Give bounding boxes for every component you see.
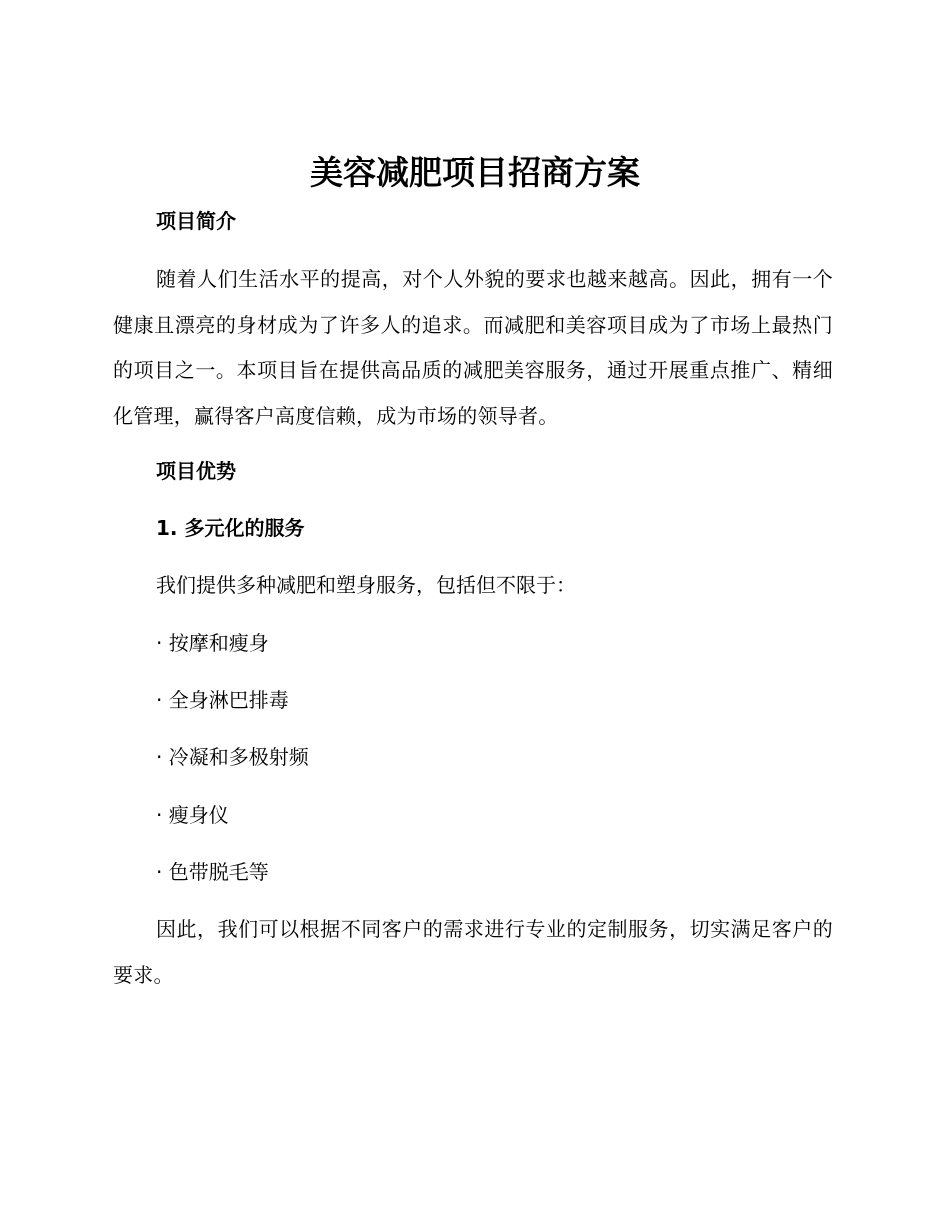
document-title: 美容减肥项目招商方案 [310, 153, 640, 192]
service-list-item: · 冷凝和多极射频 [156, 745, 309, 769]
intro-paragraph: 随着人们生活水平的提高，对个人外貌的要求也越来越高。因此，拥有一个健康且漂亮的身材成为了许多人的追求。而减肥和美容项目成为了市场上最热门的项目之一。本项目旨在提供高品质的减肥美容服务，通过开展重点推广、精细化管理，赢得客户高度信赖，成为市场的领导者。 [113, 267, 833, 428]
services-intro-text: 我们提供多种减肥和塑身服务，包括但不限于： [156, 573, 576, 597]
service-list-item: · 色带脱毛等 [156, 860, 269, 884]
section-heading-intro: 项目简介 [156, 209, 236, 233]
closing-paragraph: 因此，我们可以根据不同客户的需求进行专业的定制服务，切实满足客户的要求。 [113, 917, 833, 987]
section-heading-advantages: 项目优势 [156, 459, 236, 483]
service-list-item: · 按摩和瘦身 [156, 631, 269, 655]
service-list-item: · 瘦身仪 [156, 803, 229, 827]
service-list-item: · 全身淋巴排毒 [156, 688, 289, 712]
sub-heading-diversified-services: 1. 多元化的服务 [156, 516, 305, 540]
